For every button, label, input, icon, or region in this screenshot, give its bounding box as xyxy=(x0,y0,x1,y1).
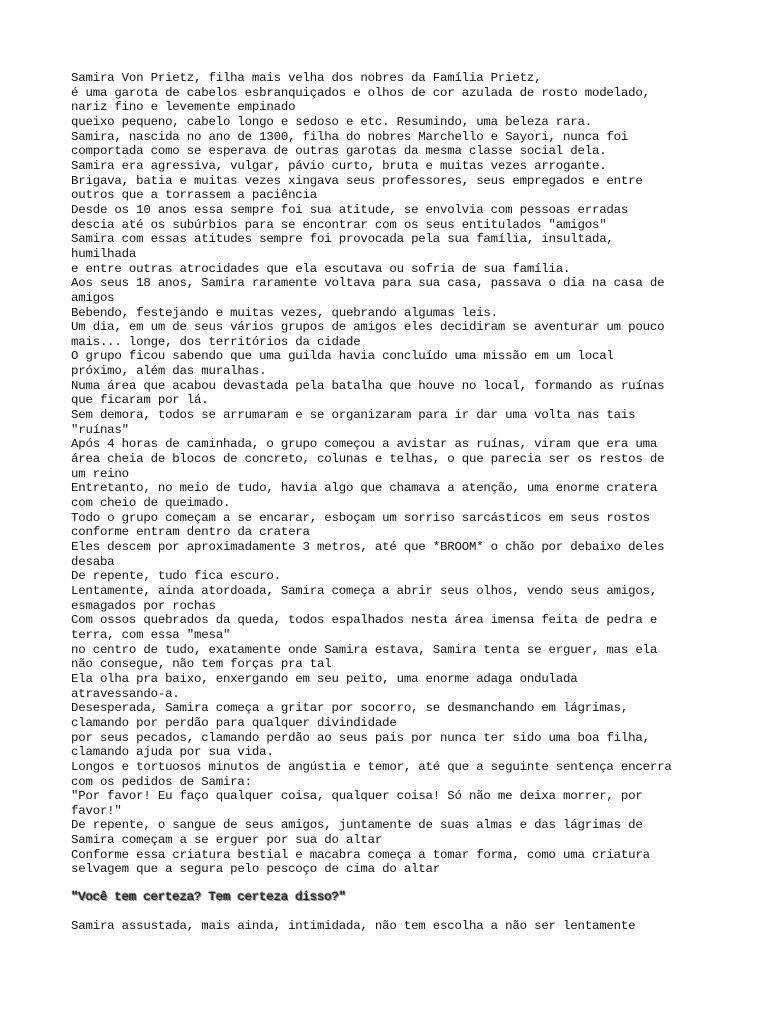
document-line: Samira com essas atitudes sempre foi provocada pela sua família, insultada, xyxy=(71,232,614,247)
document-line: Com ossos quebrados da queda, todos espalhados nesta área imensa feita de pedra e xyxy=(71,613,658,628)
document-line: atravessando-a. xyxy=(71,686,180,701)
document-line: com cheio de queimado. xyxy=(71,496,231,511)
document-line: e entre outras atrocidades que ela escutava ou sofria de sua família. xyxy=(71,261,571,276)
document-line: outros que a torrassem a paciência xyxy=(71,188,318,203)
document-line: com os pedidos de Samira: xyxy=(71,774,252,789)
document-line: esmagados por rochas xyxy=(71,598,216,613)
document-line: Sem demora, todos se arrumaram e se organizaram para ir dar uma volta nas tais xyxy=(71,408,636,423)
document-line: humilhada xyxy=(71,246,137,261)
document-line: Lentamente, ainda atordoada, Samira começa a abrir seus olhos, vendo seus amigos, xyxy=(71,583,658,598)
document-line: O grupo ficou sabendo que uma guilda havia concluído uma missão em um local xyxy=(71,349,614,364)
document-line: Samira começam a se erguer por sua do altar xyxy=(71,833,383,848)
document-line: queixo pequeno, cabelo longo e sedoso e etc. Resumindo, uma beleza rara. xyxy=(71,114,592,129)
document-line: Conforme essa criatura bestial e macabra começa a tomar forma, como uma criatura xyxy=(71,847,650,862)
document-line: comportada como se esperava de outras garotas da mesma classe social dela. xyxy=(71,144,607,159)
document-line: não consegue, não tem forças pra tal xyxy=(71,657,332,672)
document-line: descia até os subúrbios para se encontrar com os seus entitulados "amigos" xyxy=(71,217,607,232)
document-line: Eles descem por aproximadamente 3 metros, até que *BROOM* o chão por debaixo deles xyxy=(71,540,665,554)
document-line: De repente, tudo fica escuro. xyxy=(71,569,281,584)
document-line: clamando por perdão para qualquer divindidade xyxy=(71,715,397,730)
document-line: "ruínas" xyxy=(71,422,129,437)
document-line-last: Samira assustada, mais ainda, intimidada, não tem escolha a não ser lentamente xyxy=(71,918,636,933)
document-line: Samira Von Prietz, filha mais velha dos nobres da Família Prietz, xyxy=(71,71,542,85)
distorted-dialogue-line: "Você tem certeza? Tem certeza disso?" xyxy=(71,890,346,905)
document-line: favor!" xyxy=(71,803,122,818)
document-line: clamando ajuda por sua vida. xyxy=(71,745,274,760)
document-line: Desde os 10 anos essa sempre foi sua atitude, se envolvia com pessoas erradas xyxy=(71,202,629,217)
document-line: próximo, além das muralhas. xyxy=(71,364,267,379)
document-line: "Por favor! Eu faço qualquer coisa, qualquer coisa! Só não me deixa morrer, por xyxy=(71,789,643,804)
document-line: amigos xyxy=(71,290,115,305)
document-line: Após 4 horas de caminhada, o grupo começou a avistar as ruínas, viram que era uma xyxy=(71,437,658,452)
document-line: De repente, o sangue de seus amigos, juntamente de suas almas e das lágrimas de xyxy=(71,818,643,833)
document-line: conforme entram dentro da cratera xyxy=(71,525,310,540)
document-line: um reino xyxy=(71,466,129,481)
document-line: Aos seus 18 anos, Samira raramente voltava para sua casa, passava o dia na casa de xyxy=(71,276,665,291)
document-line: por seus pecados, clamando perdão ao seus pais por nunca ter sido uma boa filha, xyxy=(71,730,650,745)
document-line: Todo o grupo começam a se encarar, esboçam um sorriso sarcásticos em seus rostos xyxy=(71,510,650,525)
document-line: nariz fino e levemente empinado xyxy=(71,100,296,115)
document-line: Longos e tortuosos minutos de angústia e temor, até que a seguinte sentença encerra xyxy=(71,759,672,774)
document-line: Desesperada, Samira começa a gritar por socorro, se desmanchando em lágrimas, xyxy=(71,701,629,716)
document-line: no centro de tudo, exatamente onde Samira estava, Samira tenta se erguer, mas ela xyxy=(71,642,658,657)
document-line: Entretanto, no meio de tudo, havia algo que chamava a atenção, uma enorme cratera xyxy=(71,481,658,496)
document-line: Brigava, batia e muitas vezes xingava seus professores, seus empregados e entre xyxy=(71,173,643,188)
document-line: Samira era agressiva, vulgar, pávio curto, bruta e muitas vezes arrogante. xyxy=(71,158,607,173)
document-line: mais... longe, dos territórios da cidade xyxy=(71,334,361,349)
document-line: desaba xyxy=(71,554,115,569)
document-line: terra, com essa "mesa" xyxy=(71,627,231,642)
document-line: Um dia, em um de seus vários grupos de amigos eles decidiram se aventurar um pouco xyxy=(71,320,665,335)
document-line: Bebendo, festejando e muitas vezes, quebrando algumas leis. xyxy=(71,305,498,320)
document-line: Numa área que acabou devastada pela batalha que houve no local, formando as ruínas xyxy=(71,378,665,393)
document-body xyxy=(71,71,728,877)
document-line: selvagem que a segura pelo pescoço de cima do altar xyxy=(71,862,441,877)
document-line: Samira, nascida no ano de 1300, filha do nobres Marchello e Sayori, nunca foi xyxy=(71,129,629,144)
document-line: que ficaram por lá. xyxy=(71,393,209,408)
document-line: é uma garota de cabelos esbranquiçados e olhos de cor azulada de rosto modelado, xyxy=(71,85,650,100)
document-line: área cheia de blocos de concreto, colunas e telhas, o que parecia ser os restos de xyxy=(71,452,665,467)
document-line: Ela olha pra baixo, enxergando em seu peito, uma enorme adaga ondulada xyxy=(71,671,578,686)
